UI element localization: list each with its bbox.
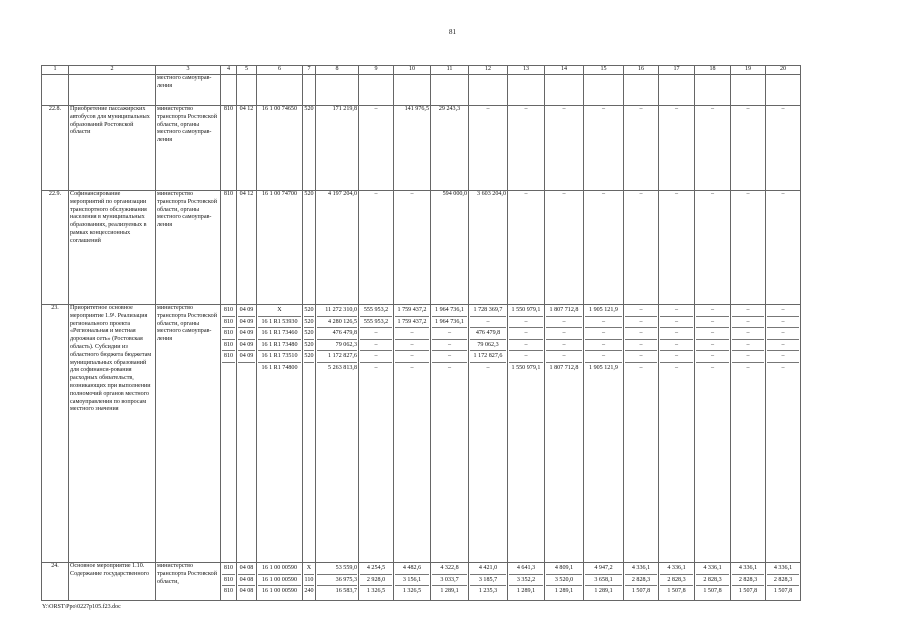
cell: – [766,106,801,191]
cell: 1 326,5 [402,588,422,595]
cell: – [509,351,543,363]
cell-stack [469,563,508,601]
cell: – [766,191,801,305]
cell-stack [257,305,303,563]
cell: – [732,317,764,329]
cell: – [767,317,799,329]
cell: 810 [222,340,235,352]
cell: 1 905 121,9 [589,364,618,371]
cell: – [360,340,392,352]
cell: 810 [222,575,235,587]
col-header: 6 [257,66,303,75]
cell: 16 1 R1 73510 [258,351,301,363]
cell: 1 905 121,9 [585,305,622,317]
cell: Х [304,563,314,575]
cell: – [660,340,693,352]
cell: – [394,191,431,305]
cell: 16 1 00 00590 [261,588,298,595]
cell: – [710,364,715,371]
cell: 4 809,1 [546,563,582,575]
cell-stack [303,563,316,601]
col-header: 13 [508,66,545,75]
cell: 04 12 [237,191,257,305]
cell: 3 185,7 [470,575,506,587]
cell: – [625,351,657,363]
cell: 04 09 [238,340,255,352]
cell: 4 336,1 [660,563,693,575]
cell: – [625,328,657,340]
cell: 3 033,7 [432,575,467,587]
cell: 476 479,8 [470,328,506,340]
col-header: 3 [156,66,221,75]
file-path-footer: Y:\ORST\Ppo\0227p105.f23.doc [42,604,121,610]
cell: 4 197 204,0 [316,191,359,305]
cell: – [660,351,693,363]
cell: – [432,351,467,363]
cell: 1 728 369,7 [470,305,506,317]
cell: – [486,364,490,371]
cell: 520 [303,191,316,305]
col-header: 15 [584,66,624,75]
cell: 79 062,3 [317,340,357,352]
cell: – [410,364,414,371]
cell: – [509,328,543,340]
cell: – [659,106,695,191]
cell-stack [659,563,695,601]
cell-stack [624,563,659,601]
cell: 555 953,2 [360,305,392,317]
cell-stack [766,305,801,563]
cell: – [360,351,392,363]
executor-cell: министерство транспорта Ростовской области, [156,563,221,601]
cell: – [585,328,622,340]
cell: 555 953,2 [360,317,392,329]
cell-stack [624,305,659,563]
cell: – [624,106,659,191]
col-header: 5 [237,66,257,75]
cell-stack [469,305,508,563]
cell: 810 [222,563,235,575]
cell: – [585,317,622,329]
cell: – [625,317,657,329]
cell: 04 09 [238,328,255,340]
cell: – [432,328,467,340]
cell: 1 289,1 [516,588,536,595]
cell: 3 520,0 [546,575,582,587]
cell: 16 1 R1 73480 [258,340,301,352]
cell: 04 08 [239,588,254,595]
cell: 1 507,8 [667,588,686,595]
cell: – [545,106,584,191]
col-header: 17 [659,66,695,75]
cell-stack [508,563,545,601]
cell-stack [221,563,237,601]
cell-stack [584,563,624,601]
cell: – [695,106,731,191]
cell: – [731,106,766,191]
table-row-22-9 [42,191,801,305]
cell: – [359,191,394,305]
cell: 04 08 [238,563,255,575]
cell: 1 507,8 [738,588,758,595]
measure-name: Основное мероприятие 1.10. Содержание государственного [69,563,156,601]
cell: – [509,340,543,352]
cell: 4 336,1 [732,563,764,575]
cell: 1 964 736,1 [432,317,467,329]
cell: 520 [303,106,316,191]
cell: 594 000,0 [431,191,469,305]
cell: – [509,317,543,329]
cell: 4 641,3 [509,563,543,575]
cell: 04 09 [238,317,255,329]
cell: – [767,340,799,352]
cell: 171 219,8 [316,106,359,191]
cell-stack [257,563,303,601]
cell: 04 09 [238,351,255,363]
cell: – [695,191,731,305]
cell [238,363,255,374]
cell: 3 658,1 [585,575,622,587]
cell: 476 479,8 [317,328,357,340]
cell-stack [695,563,731,601]
cell-stack [731,305,766,563]
col-header: 18 [695,66,731,75]
cell-stack [545,563,584,601]
cell: – [696,340,729,352]
cell: 810 [222,351,235,363]
cell: 810 [221,106,237,191]
col-header: 2 [69,66,156,75]
table-row-continuation [42,75,801,106]
cell: – [696,328,729,340]
cell: 1 507,8 [703,588,722,595]
cell: – [585,340,622,352]
cell: 79 062,3 [470,340,506,352]
table-row-24 [42,563,801,601]
cell-stack [394,563,431,601]
cell-stack [766,563,801,601]
cell: – [767,328,799,340]
cell: – [360,328,392,340]
col-header: 11 [431,66,469,75]
cell: 4 947,2 [585,563,622,575]
cell: – [469,106,508,191]
col-header: 9 [359,66,394,75]
col-header: 1 [42,66,69,75]
table-row-22-8 [42,106,801,191]
cell: – [508,191,545,305]
cell: – [731,191,766,305]
row-number: 22.8. [42,106,69,191]
cell: 1 507,8 [773,588,793,595]
cell: 1 289,1 [440,588,459,595]
cell: 1 964 736,1 [432,305,467,317]
cell: – [732,351,764,363]
col-header: 4 [221,66,237,75]
cell: 4 482,6 [395,563,429,575]
cell: 1 289,1 [554,588,574,595]
cell: – [660,328,693,340]
cell-stack [659,305,695,563]
cell: 16 1 00 00590 [258,575,301,587]
budget-table [41,65,801,601]
cell: 11 272 310,0 [317,305,357,317]
cell: – [767,351,799,363]
measure-name: Приобретение пассажирских автобусов для муниципальных образований Ростовской области [69,106,156,191]
cell: – [696,305,729,317]
measure-name: Софинансирование мероприятий по организации транспортного обслуживания населения в муниципальных образованиях, реализуемых в рамках концессионных соглашений [69,191,156,305]
cell: 1 235,3 [478,588,498,595]
cell: 16 1 R1 74800 [261,364,298,371]
col-header: 19 [731,66,766,75]
cell: – [625,340,657,352]
cell: 4 421,0 [470,563,506,575]
cell: 1 550 979,1 [509,305,543,317]
cell: 110 [304,575,314,587]
cell: 810 [222,317,235,329]
row-number: 22.9. [42,191,69,305]
cell: – [395,340,429,352]
cell: 1 172 827,6 [470,351,506,363]
cell: – [674,364,679,371]
row-number: 24. [42,563,69,601]
cell-stack [359,305,394,563]
cell: 2 828,3 [625,575,657,587]
table-row-23 [42,305,801,563]
cell: 16 1 R1 73460 [258,328,301,340]
cell: 1 507,8 [631,588,651,595]
cell: 1 326,5 [366,588,386,595]
cell: 1 807 712,8 [546,305,582,317]
cell-stack [316,563,359,601]
cell: – [585,351,622,363]
executor-cell: министерство транспорта Ростовской области, органы местного самоуправ-ления [156,305,221,563]
cell: 520 [304,351,314,363]
cell-stack [316,305,359,563]
cell: – [732,305,764,317]
cell: 520 [304,328,314,340]
row-number: 23. [42,305,69,563]
cell: 4 336,1 [696,563,729,575]
cell: 810 [223,588,234,595]
cell: – [624,191,659,305]
cell: 04 12 [237,106,257,191]
cell: 141 976,5 [394,106,431,191]
cell: – [359,106,394,191]
cell: – [696,351,729,363]
cell: – [732,340,764,352]
cell: 16 1 00 74700 [257,191,303,305]
cell: – [696,317,729,329]
cell: – [781,364,785,371]
cell: 1 289,1 [594,588,613,595]
cell: 29 243,3 [431,106,469,191]
cell: – [432,340,467,352]
cell: 4 322,8 [432,563,467,575]
cell: – [767,305,799,317]
cell-stack [731,563,766,601]
cell: – [395,351,429,363]
cell: 520 [304,305,314,317]
cell: – [584,191,624,305]
executor-cell: министерство транспорта Ростовской области, органы местного самоуправ-ления [156,191,221,305]
cell: – [660,305,693,317]
executor-cell: местного самоуправ-ления [156,75,221,106]
cell: 1 759 437,2 [395,305,429,317]
cell: 1 807 712,8 [549,364,579,371]
cell: Х [258,305,301,317]
cell: 3 352,2 [509,575,543,587]
cell-stack [431,305,469,563]
cell: – [746,364,750,371]
cell-stack [394,305,431,563]
cell: 520 [304,317,314,329]
col-header: 8 [316,66,359,75]
col-header: 14 [545,66,584,75]
cell: 2 928,0 [360,575,392,587]
cell: – [447,364,452,371]
cell: 2 828,3 [732,575,764,587]
cell: 4 336,1 [767,563,799,575]
cell-stack [695,305,731,563]
cell: – [395,328,429,340]
cell: 1 550 979,1 [511,364,541,371]
cell: – [545,191,584,305]
cell: 16 1 00 00590 [258,563,301,575]
col-header: 16 [624,66,659,75]
page-number: 81 [449,28,456,36]
cell: 2 828,3 [660,575,693,587]
executor-cell: министерство транспорта Ростовской области, органы местного самоуправ-ления [156,106,221,191]
cell: 2 828,3 [696,575,729,587]
cell: – [584,106,624,191]
col-header: 10 [394,66,431,75]
cell: 3 603 204,0 [469,191,508,305]
cell: – [625,305,657,317]
measure-name: Приоритетное основное мероприятие 1.9¹. Реализация регионального проекта «Региональная и местная дорожная сеть» (Ростовская область). Субсидии из областного бюджета бюджетам муниципальных образований для софинанси-рования расходных обязательств, возникающих при выполнении полномочий органов местного самоуправления по вопросам местного значения [69,305,156,563]
cell: – [659,191,695,305]
cell: – [374,364,378,371]
cell: 2 828,3 [767,575,799,587]
cell [222,363,235,374]
cell: – [660,317,693,329]
cell-stack [508,305,545,563]
cell: 240 [304,588,314,595]
cell: 36 975,3 [317,575,357,587]
cell: 16 1 00 74650 [257,106,303,191]
cell: – [470,317,506,329]
cell: – [732,328,764,340]
cell: 3 156,1 [395,575,429,587]
cell-stack [237,305,257,563]
cell-stack [221,305,237,563]
cell: 810 [222,305,235,317]
cell [304,363,314,374]
cell: – [546,317,582,329]
cell: 4 254,5 [360,563,392,575]
cell-stack [303,305,316,563]
cell-stack [237,563,257,601]
cell-stack [359,563,394,601]
header-row [42,66,801,75]
cell: 810 [222,328,235,340]
cell-stack [545,305,584,563]
cell: 4 336,1 [625,563,657,575]
cell: 04 08 [238,575,255,587]
cell-stack [584,305,624,563]
cell: – [546,328,582,340]
cell: 1 759 437,2 [395,317,429,329]
cell: – [508,106,545,191]
cell: 1 172 827,6 [317,351,357,363]
col-header: 20 [766,66,801,75]
col-header: 7 [303,66,316,75]
cell: 520 [304,340,314,352]
cell-stack [431,563,469,601]
cell: 04 09 [238,305,255,317]
cell: 4 280 126,5 [317,317,357,329]
cell: 16 583,7 [335,588,357,595]
cell: – [639,364,643,371]
cell: 53 559,0 [317,563,357,575]
cell: – [546,351,582,363]
cell: 810 [221,191,237,305]
cell: 5 263 813,8 [328,364,357,371]
cell: – [546,340,582,352]
col-header: 12 [469,66,508,75]
cell: 16 1 R1 53930 [258,317,301,329]
